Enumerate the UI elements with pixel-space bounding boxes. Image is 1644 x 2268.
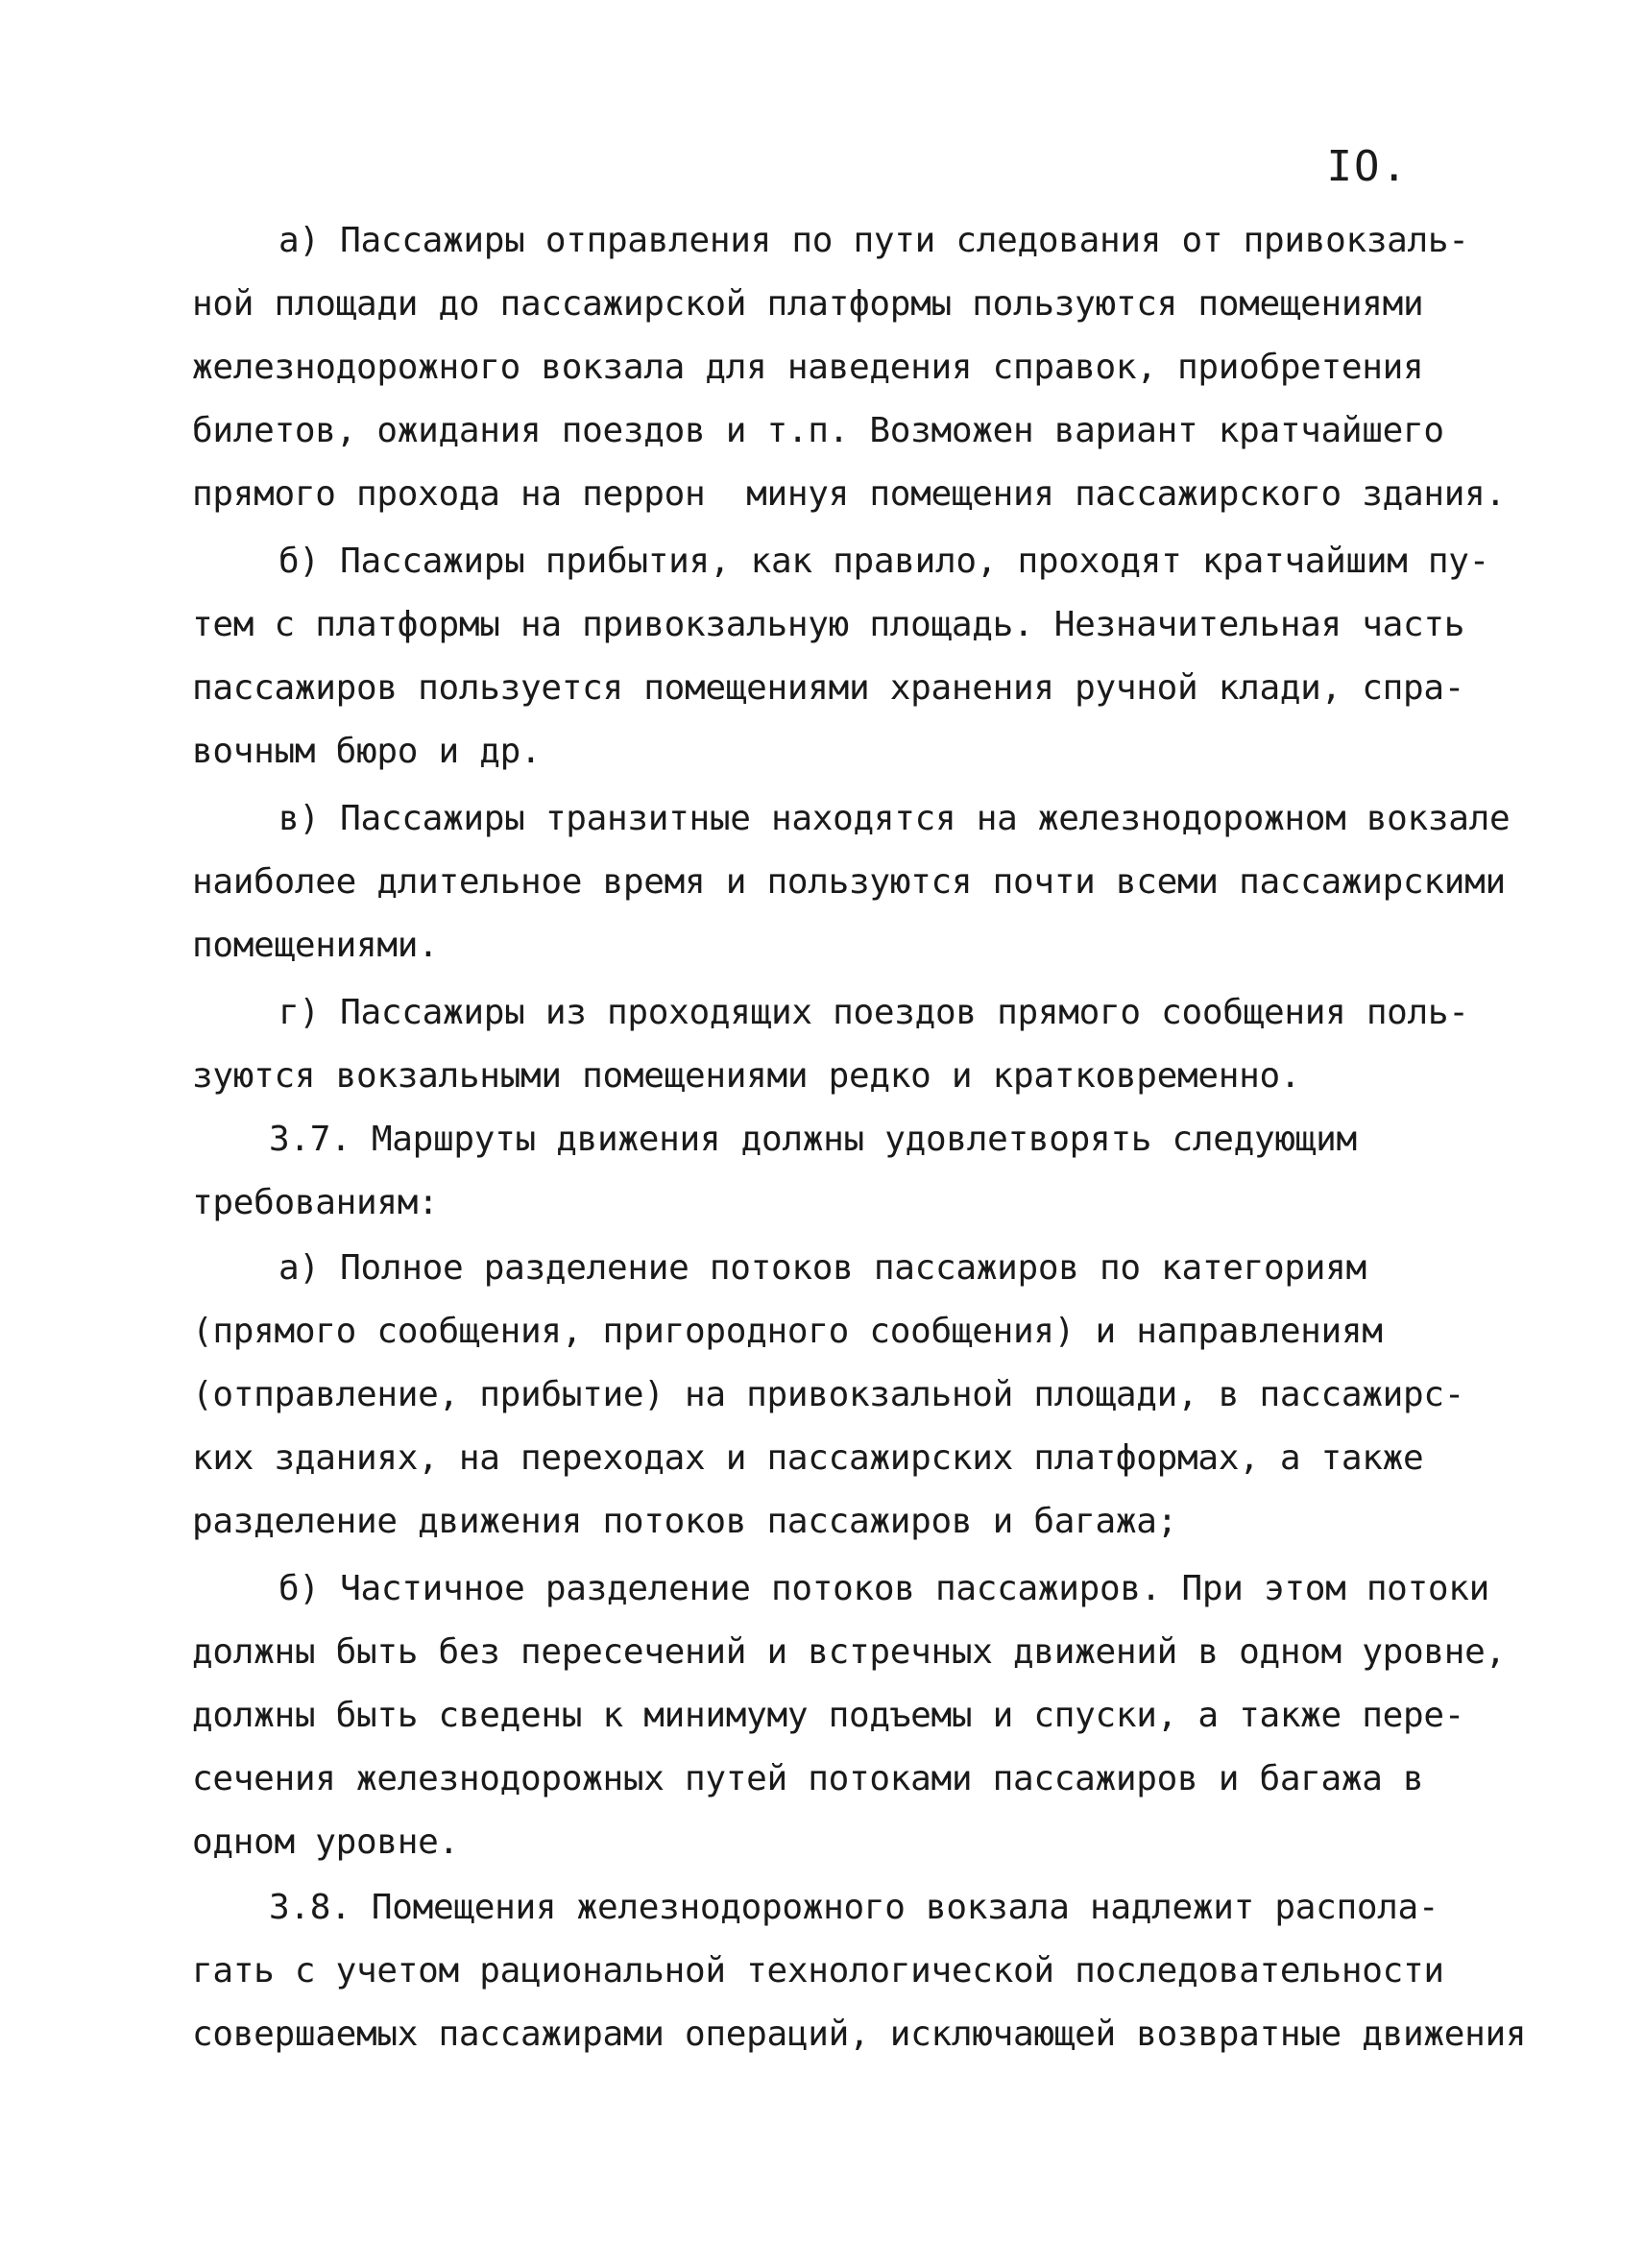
text-line: г) Пассажиры из проходящих поездов прямого сообщения поль-: [278, 993, 1469, 1032]
text-line: прямого прохода на перрон минуя помещения пассажирского здания.: [192, 474, 1506, 514]
text-line: б) Частичное разделение потоков пассажиров. При этом потоки: [278, 1569, 1490, 1608]
text-line: а) Пассажиры отправления по пути следования от привокзаль-: [278, 221, 1469, 260]
section-heading-line: 3.7. Маршруты движения должны удовлетворять следующим: [269, 1120, 1357, 1159]
text-line: железнодорожного вокзала для наведения справок, приобретения: [192, 348, 1424, 387]
text-line: зуются вокзальными помещениями редко и кратковременно.: [192, 1056, 1301, 1096]
page-number: IO.: [1326, 142, 1409, 191]
text-line: ной площади до пассажирской платформы пользуются помещениями: [192, 284, 1424, 324]
text-line: (прямого сообщения, пригородного сообщения) и направлениям: [192, 1312, 1383, 1351]
text-line: пассажиров пользуется помещениями хранения ручной клади, спра-: [192, 668, 1465, 708]
text-line: одном уровне.: [192, 1822, 459, 1862]
text-line: наиболее длительное время и пользуются почти всеми пассажирскими: [192, 862, 1506, 902]
text-line: вочным бюро и др.: [192, 732, 542, 771]
text-line: гать с учетом рациональной технологической последовательности: [192, 1951, 1444, 1991]
text-line: разделение движения потоков пассажиров и багажа;: [192, 1502, 1177, 1541]
text-line: помещениями.: [192, 926, 439, 965]
text-line: а) Полное разделение потоков пассажиров по категориям: [278, 1248, 1366, 1288]
text-line: сечения железнодорожных путей потоками пассажиров и багажа в: [192, 1759, 1424, 1798]
text-line: билетов, ожидания поездов и т.п. Возможен вариант кратчайшего: [192, 411, 1444, 450]
text-line: требованиям:: [192, 1183, 439, 1222]
text-line: должны быть сведены к минимуму подъемы и спуски, а также пере-: [192, 1696, 1465, 1735]
text-line: совершаемых пассажирами операций, исключающей возвратные движения: [192, 2015, 1527, 2054]
section-heading-line: 3.8. Помещения железнодорожного вокзала надлежит распола-: [269, 1888, 1439, 1927]
text-line: должны быть без пересечений и встречных движений в одном уровне,: [192, 1632, 1506, 1672]
text-line: (отправление, прибытие) на привокзальной площади, в пассажирс-: [192, 1375, 1465, 1414]
text-line: тем с платформы на привокзальную площадь. Незначительная часть: [192, 605, 1465, 644]
text-line: ких зданиях, на переходах и пассажирских платформах, а также: [192, 1438, 1424, 1478]
text-line: в) Пассажиры транзитные находятся на железнодорожном вокзале: [278, 799, 1511, 838]
text-line: б) Пассажиры прибытия, как правило, проходят кратчайшим пу-: [278, 542, 1490, 581]
